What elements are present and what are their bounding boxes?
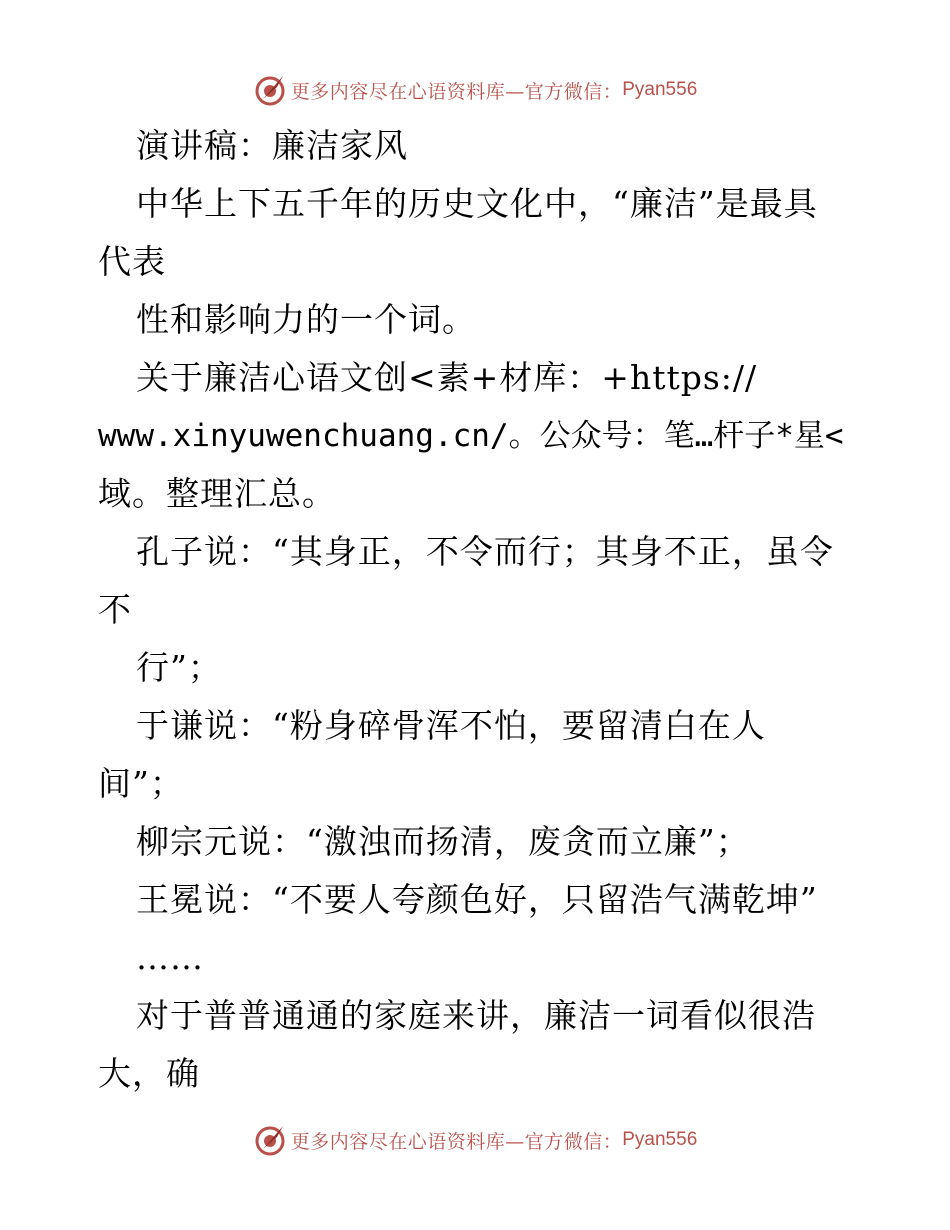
document-body (98, 117, 858, 1103)
quill-logo-icon (253, 1123, 287, 1157)
quote-line: 间”； (98, 764, 184, 803)
paragraph-line: 代表 (98, 242, 166, 281)
header-banner (0, 70, 950, 110)
footer-text: 更多内容尽在心语资料库—官方微信： (290, 1130, 623, 1153)
header-text: 更多内容尽在心语资料库—官方微信： (290, 80, 623, 103)
paragraph-line: 对于普普通通的家庭来讲，廉洁一词看似很浩 (136, 996, 816, 1035)
url-line: www.xinyuwenchuang.cn/。公众号：笔…杆子*星< (98, 418, 844, 454)
quote-line: 孔子说：“其身正，不令而行；其身不正，虽令 (136, 532, 834, 571)
footer-wechat-id: Pyan556 (622, 1129, 698, 1150)
doc-title: 演讲稿：廉洁家风 (136, 126, 408, 165)
quote-line: 于谦说：“粉身碎骨浑不怕，要留清白在人 (136, 706, 766, 745)
quote-line: 柳宗元说：“激浊而扬清，废贪而立廉”； (136, 822, 750, 861)
paragraph-line: 域。整理汇总。 (98, 474, 336, 513)
paragraph-line: 大，确 (98, 1054, 200, 1093)
ellipsis-line: …… (136, 938, 204, 977)
header-wechat-id: Pyan556 (622, 79, 698, 100)
quote-line: 行”； (136, 648, 222, 687)
paragraph-line: 中华上下五千年的历史文化中，“廉洁”是最具 (136, 184, 818, 223)
quill-logo-icon (253, 73, 287, 107)
paragraph-line: 关于廉洁心语文创<素+材库：+https:// (136, 358, 758, 397)
quote-line: 王冕说：“不要人夸颜色好，只留浩气满乾坤” (136, 880, 818, 919)
footer-banner (0, 1120, 950, 1160)
paragraph-line: 性和影响力的一个词。 (136, 300, 476, 339)
quote-line: 不 (98, 590, 132, 629)
